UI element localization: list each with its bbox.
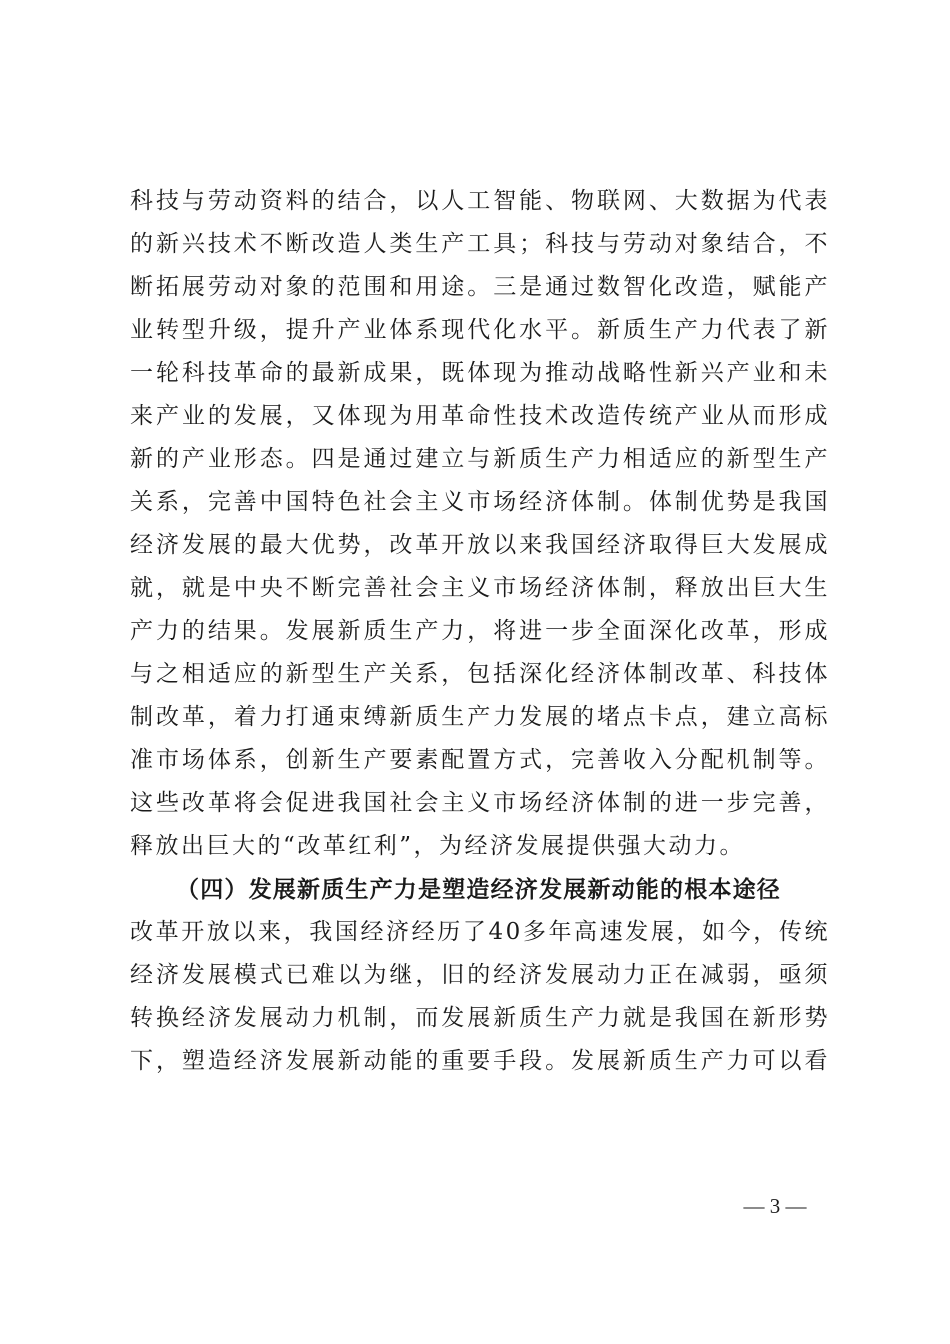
text-line: 下，塑造经济发展新动能的重要手段。发展新质生产力可以看 [130, 1048, 830, 1074]
text-line: 新的产业形态。四是通过建立与新质生产力相适应的新型生产 [130, 446, 830, 472]
text-line: 经济发展的最大优势，改革开放以来我国经济取得巨大发展成 [130, 532, 830, 558]
text-line: 转换经济发展动力机制，而发展新质生产力就是我国在新形势 [130, 1005, 830, 1031]
text-line: 一轮科技革命的最新成果，既体现为推动战略性新兴产业和未 [130, 360, 830, 386]
section-heading: （四）发展新质生产力是塑造经济发展新动能的根本途径 [176, 876, 781, 903]
text-line: 就，就是中央不断完善社会主义市场经济体制，释放出巨大生 [130, 575, 830, 601]
text-line: 释放出巨大的“改革红利”，为经济发展提供强大动力。 [130, 833, 746, 859]
text-line: 断拓展劳动对象的范围和用途。三是通过数智化改造，赋能产 [130, 274, 830, 300]
body-text [130, 180, 830, 1083]
text-line: 关系，完善中国特色社会主义市场经济体制。体制优势是我国 [130, 489, 830, 515]
text-line: 业转型升级，提升产业体系现代化水平。新质生产力代表了新 [130, 317, 830, 343]
text-line: 科技与劳动资料的结合，以人工智能、物联网、大数据为代表 [130, 188, 830, 214]
text-line: 准市场体系，创新生产要素配置方式，完善收入分配机制等。 [130, 747, 830, 773]
text-line: 这些改革将会促进我国社会主义市场经济体制的进一步完善， [130, 790, 830, 816]
text-line: 制改革，着力打通束缚新质生产力发展的堵点卡点，建立高标 [130, 704, 830, 730]
text-line: 来产业的发展，又体现为用革命性技术改造传统产业从而形成 [130, 403, 830, 429]
text-line: 经济发展模式已难以为继，旧的经济发展动力正在减弱，亟须 [130, 962, 830, 988]
page-number: — 3 — [743, 1194, 807, 1218]
text-line: 产力的结果。发展新质生产力，将进一步全面深化改革，形成 [130, 618, 830, 644]
text-line: 的新兴技术不断改造人类生产工具；科技与劳动对象结合，不 [130, 231, 830, 257]
text-line: 与之相适应的新型生产关系，包括深化经济体制改革、科技体 [130, 661, 830, 687]
text-line: 改革开放以来，我国经济经历了40多年高速发展，如今，传统 [130, 919, 830, 945]
